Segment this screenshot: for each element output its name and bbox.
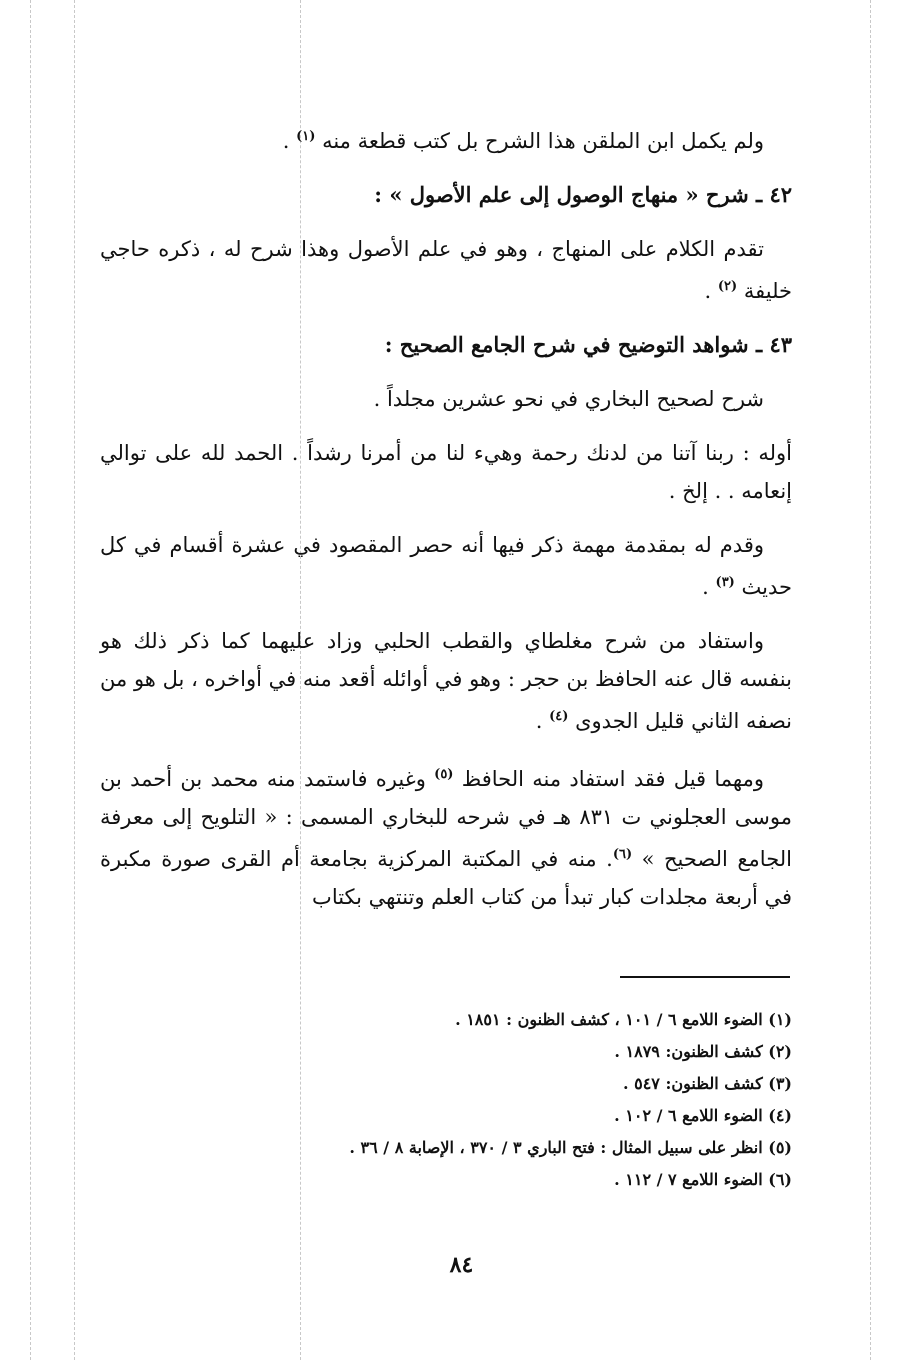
footnote: (٦) الضوء اللامع ٧ / ١١٢ . <box>614 1170 792 1189</box>
paragraph: ولم يكمل ابن الملقن هذا الشرح بل كتب قطعة منه $^{(١)}$ . <box>282 129 764 153</box>
footnote: (٢) كشف الظنون: ١٨٧٩ . <box>614 1042 792 1061</box>
scan-guide-line <box>30 0 31 1360</box>
footnote-ref: (٣) <box>715 575 735 590</box>
footnote-ref: (٤) <box>549 709 569 724</box>
paragraph: أوله : ربنا آتنا من لدنك رحمة وهيء لنا من أمرنا رشداً . الحمد لله على توالي إنعامه . . إلخ . <box>100 441 792 503</box>
footnotes <box>150 1004 792 1196</box>
section-heading-43: ٤٣ ـ شواهد التوضيح في شرح الجامع الصحيح : <box>384 332 792 357</box>
footnote: (١) الضوء اللامع ٦ / ١٠١ ، كشف الظنون : ١٨٥١ . <box>455 1010 792 1029</box>
footnote: (٣) كشف الظنون: ٥٤٧ . <box>622 1074 792 1093</box>
paragraph: شرح لصحيح البخاري في نحو عشرين مجلداً . <box>373 387 764 411</box>
section-heading-42: ٤٢ ـ شرح « منهاج الوصول إلى علم الأصول » : <box>374 182 792 207</box>
paragraph: واستفاد من شرح مغلطاي والقطب الحلبي وزاد عليهما كما ذكر ذلك هو بنفسه قال عنه الحافظ بن حجر : وهو في أوائله أقعد منه في أواخره ، بل هو من نصفه الثاني قليل الجدوى $^{(٤)}$ . <box>100 629 792 733</box>
paragraph: تقدم الكلام على المنهاج ، وهو في علم الأصول وهذا شرح له ، ذكره حاجي خليفة $^{(٢)}$ . <box>100 237 792 303</box>
footnote-ref: (٥) <box>434 767 454 782</box>
footnote-ref: (١) <box>296 129 316 144</box>
footnote-ref: (٦) <box>612 847 633 862</box>
footnote-ref: (٢) <box>717 279 738 294</box>
footnote: (٥) انظر على سبيل المثال : فتح الباري ٣ / ٣٧٠ ، الإصابة ٨ / ٣٦ . <box>349 1138 792 1157</box>
footnote-separator <box>620 976 790 978</box>
footnote: (٤) الضوء اللامع ٦ / ١٠٢ . <box>614 1106 792 1125</box>
paragraph: ومهما قيل فقد استفاد منه الحافظ $^{(٥)}$ وغيره فاستمد منه محمد بن أحمد بن موسى العجلوني ت ٨٣١ هـ في شرحه للبخاري المسمى : « التلويح إلى معرفة الجامع الصحيح » $^{(٦)}$. منه في المكتبة المركزية بجامعة أم القرى صورة مكبرة في أربعة مجلدات كبار تبدأ من كتاب العلم وتنتهي بكتاب <box>100 767 792 909</box>
scan-guide-line <box>74 0 75 1360</box>
scan-guide-line <box>870 0 871 1360</box>
paragraph: وقدم له بمقدمة مهمة ذكر فيها أنه حصر المقصود في عشرة أقسام في كل حديث $^{(٣)}$ . <box>100 533 792 599</box>
main-text <box>100 118 792 932</box>
page-number: ٨٤ <box>449 1252 474 1278</box>
